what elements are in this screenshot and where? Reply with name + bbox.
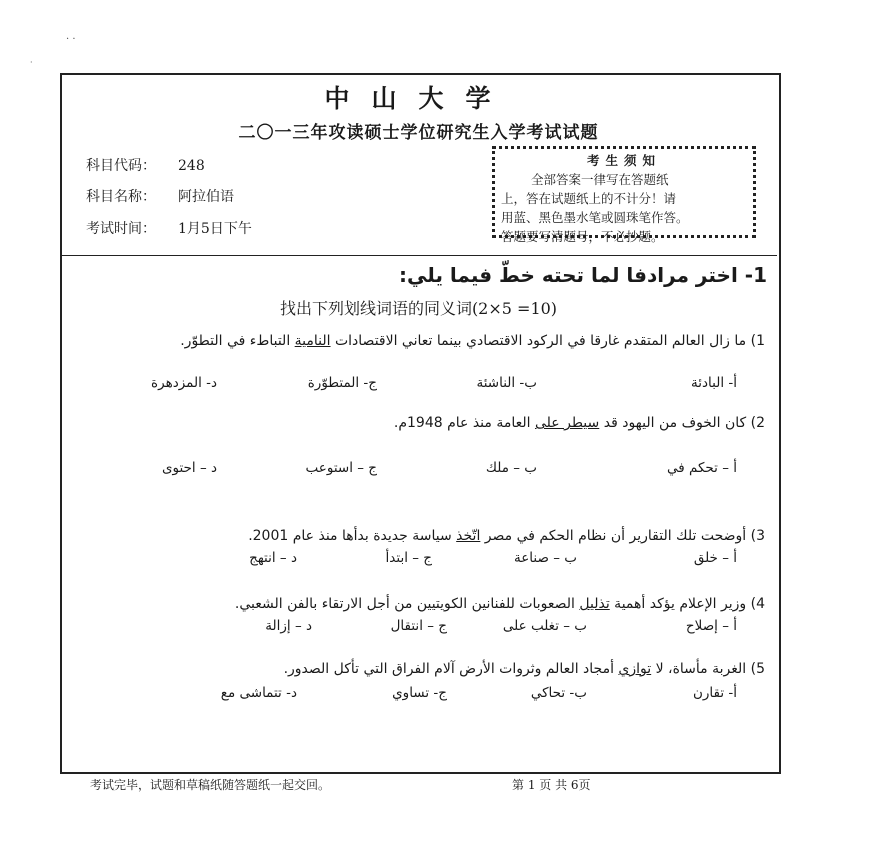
option-a: أ – إصلاح (685, 618, 737, 634)
notice-line: 用蓝、黑色墨水笔或圆珠笔作答。 (501, 210, 689, 225)
question-text: 5) الغربة مأساة، لا (651, 661, 765, 677)
scan-speck: · · (66, 34, 76, 45)
question-1 (180, 333, 765, 349)
question-text: التباطء في التطوّر. (180, 333, 295, 349)
university-name: 中山大学 (324, 84, 513, 113)
option-c: ج – ابتدأ (385, 550, 432, 566)
option-b: ب- الناشئة (476, 375, 537, 391)
underlined-word: اتّخذ (456, 528, 481, 544)
subject-name-label: 科目名称： (86, 189, 156, 205)
section-subheading: 找出下列划线词语的同义词(2×5 =10) (279, 299, 558, 318)
candidate-notice-box (492, 146, 756, 244)
option-c: ج- تساوي (392, 685, 447, 701)
option-c: ج- المتطوّرة (307, 375, 377, 391)
option-d: د – انتهج (249, 550, 297, 566)
page-number: 第 1 页 共 6页 (512, 778, 591, 792)
scan-speck: · (30, 58, 33, 67)
section-heading: 1- اختر مرادفا لما تحته خطّ فيما يلي: (399, 263, 767, 287)
exam-time: 1月5日下午 (178, 221, 252, 237)
option-a: أ- تقارن (692, 685, 737, 701)
notice-line: 全部答案一律写在答题纸 (531, 172, 669, 187)
option-b: ب- تحاكي (530, 685, 587, 701)
option-b: ب – صناعة (514, 550, 577, 566)
underlined-word: توازي (618, 661, 652, 677)
option-a: أ- البادئة (691, 375, 737, 391)
option-d: د – احتوى (161, 460, 217, 476)
subject-code-row (86, 155, 205, 175)
underlined-word: سيطر على (534, 415, 600, 431)
question-text: 1) ما زال العالم المتقدم غارقا في الركود الاقتصادي بينما تعاني الاقتصادات (330, 333, 765, 349)
option-b: ب – تغلب على (502, 618, 587, 634)
question-2 (394, 415, 765, 431)
underlined-word: تذليل (579, 596, 610, 612)
question-text: 3) أوضحت تلك التقارير أن نظام الحكم في مصر (480, 528, 765, 544)
subject-name: 阿拉伯语 (178, 189, 234, 205)
question-text: الصعوبات للفنانين الكويتيين من أجل الارتقاء بالفن الشعبي. (234, 596, 580, 612)
question-text: العامة منذ عام 1948م. (393, 415, 535, 431)
question-3 (248, 528, 765, 544)
question-text: 2) كان الخوف من اليهود قد (599, 415, 765, 431)
question-text: 4) وزير الإعلام يؤكد أهمية (609, 596, 765, 612)
footer-note: 考试完毕，试题和草稿纸随答题纸一起交回。 (90, 778, 331, 792)
option-c: ج – انتقال (390, 618, 447, 634)
notice-line: 答题要写清题号，不必抄题。 (501, 229, 664, 244)
underlined-word: النامية (294, 333, 331, 349)
exam-time-label: 考试时间： (86, 221, 156, 237)
question-text: سياسة جديدة بدأها منذ عام 2001. (248, 528, 457, 544)
option-a: أ – خلق (693, 550, 737, 566)
subject-code: 248 (178, 158, 205, 174)
notice-title: 考生须知 (586, 153, 661, 168)
question-4 (235, 596, 765, 612)
subject-code-label: 科目代码： (86, 158, 156, 174)
exam-time-row (86, 218, 252, 238)
option-d: د- تتماشى مع (220, 685, 297, 701)
option-b: ب – ملك (485, 460, 537, 476)
option-c: ج – استوعب (305, 460, 377, 476)
notice-line: 上，答在试题纸上的不计分！请 (501, 191, 677, 206)
option-d: د – إزالة (265, 618, 312, 634)
exam-title: 二〇一三年攻读硕士学位研究生入学考试试题 (238, 123, 599, 143)
question-5 (284, 661, 765, 677)
option-a: أ – تحكم في (667, 460, 737, 476)
option-d: د- المزدهرة (151, 375, 217, 391)
subject-name-row (86, 186, 234, 206)
question-text: أمجاد العالم وثروات الأرض آلام الفراق التي تأكل الصدور. (283, 661, 619, 677)
exam-header (60, 73, 777, 256)
